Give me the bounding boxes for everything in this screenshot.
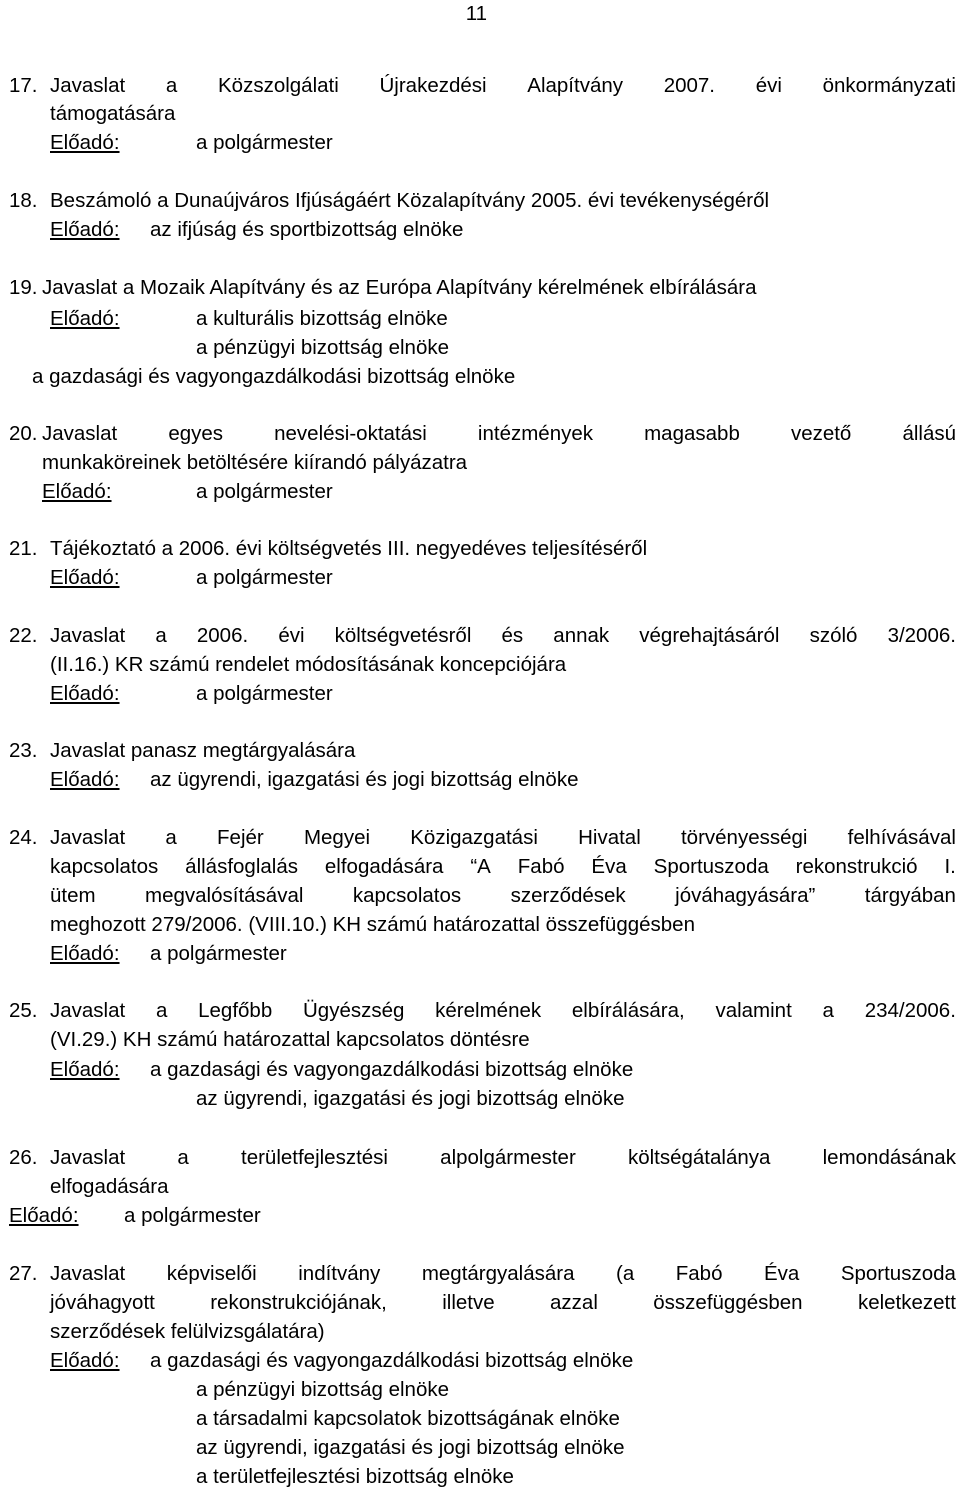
agenda-item-text-line: Beszámoló a Dunaújváros Ifjúságáért Közalapítvány 2005. évi tevékenységéről (50, 189, 770, 212)
presenter-name: az ügyrendi, igazgatási és jogi bizottság elnöke (196, 1087, 625, 1110)
page-number: 11 (465, 2, 487, 25)
word: a (165, 826, 177, 849)
word: kérelmének (435, 999, 542, 1022)
word: elfogadására (324, 855, 444, 878)
agenda-item-text-line (50, 74, 956, 98)
word: Éva (763, 1262, 800, 1285)
presenter-name: a polgármester (196, 566, 333, 589)
word: Közszolgálati (218, 74, 339, 97)
word: Alapítvány (527, 74, 624, 97)
presenter-name: az ügyrendi, igazgatási és jogi bizottság elnöke (196, 1436, 625, 1459)
agenda-item-text-line: (VI.29.) KH számú határozattal kapcsolatos döntésre (50, 1028, 530, 1051)
presenter-name: a pénzügyi bizottság elnöke (196, 336, 450, 359)
agenda-item-number: 21. (9, 537, 38, 560)
word: Fabó (517, 855, 565, 878)
agenda-item-number: 22. (9, 624, 38, 647)
word: Közigazgatási (410, 826, 538, 849)
agenda-item-text-line: elfogadására (50, 1175, 169, 1198)
word: (a (616, 1262, 635, 1285)
word: indítvány (298, 1262, 381, 1285)
word: vezető (790, 422, 852, 445)
word: valamint (715, 999, 792, 1022)
word: a (155, 999, 168, 1022)
presenter-name: az ügyrendi, igazgatási és jogi bizottság elnöke (150, 768, 579, 791)
agenda-item-text-line: Javaslat a Mozaik Alapítvány és az Európa Alapítvány kérelmének elbírálására (42, 276, 757, 299)
agenda-item-text-line (50, 884, 956, 908)
agenda-item-number: 19. (9, 276, 38, 299)
agenda-item-text-line (50, 1146, 956, 1170)
agenda-item-number: 23. (9, 739, 38, 762)
word: Fejér (217, 826, 264, 849)
word: Javaslat (50, 74, 126, 97)
presenter-name: a polgármester (196, 131, 333, 154)
presenter-name: a polgármester (196, 480, 333, 503)
word: ütem (50, 884, 96, 907)
agenda-item-number: 25. (9, 999, 38, 1022)
word: intézmények (477, 422, 594, 445)
agenda-item-number: 27. (9, 1262, 38, 1285)
word: elbírálására, (571, 999, 685, 1022)
presenter-label: Előadó: (50, 1349, 120, 1372)
word: nevelési-oktatási (274, 422, 427, 445)
word: Javaslat (50, 999, 126, 1022)
word: Újrakezdési (379, 74, 487, 97)
agenda-item-text-line (50, 1262, 956, 1286)
word: jóváhagyására” (675, 884, 816, 907)
word: Hivatal (578, 826, 641, 849)
word: jóváhagyott (50, 1291, 155, 1314)
agenda-item-text-line (50, 624, 956, 648)
presenter-name: az ifjúság és sportbizottság elnöke (150, 218, 464, 241)
word: Ügyészség (302, 999, 405, 1022)
agenda-item-text-line (50, 855, 956, 879)
word: I. (944, 855, 956, 878)
word: képviselői (166, 1262, 257, 1285)
word: végrehajtásáról (639, 624, 780, 647)
word: alpolgármester (440, 1146, 576, 1169)
word: Sportuszoda (840, 1262, 956, 1285)
word: magasabb (644, 422, 740, 445)
presenter-name: a polgármester (150, 942, 287, 965)
agenda-item-text-line: támogatására (50, 102, 176, 125)
word: lemondásának (822, 1146, 956, 1169)
presenter-label: Előadó: (50, 682, 120, 705)
word: Sportuszoda (653, 855, 769, 878)
presenter-name: a gazdasági és vagyongazdálkodási bizottság elnöke (150, 1058, 634, 1081)
word: Fabó (675, 1262, 723, 1285)
word: összefüggésben (653, 1291, 803, 1314)
presenter-name: a területfejlesztési bizottság elnöke (196, 1465, 514, 1488)
agenda-item-text-line (50, 1291, 956, 1315)
word: Javaslat (42, 422, 118, 445)
word: a (822, 999, 834, 1022)
word: Megyei (303, 826, 371, 849)
word: Javaslat (50, 624, 126, 647)
agenda-item-number: 26. (9, 1146, 38, 1169)
word: és (501, 624, 524, 647)
word: évi (278, 624, 305, 647)
word: keletkezett (857, 1291, 956, 1314)
presenter-label: Előadó: (50, 942, 120, 965)
word: a (165, 74, 178, 97)
word: 3/2006. (887, 624, 956, 647)
word: Javaslat (50, 1262, 126, 1285)
agenda-item-text-line (50, 999, 956, 1023)
agenda-item-number: 24. (9, 826, 38, 849)
agenda-item-number: 17. (9, 74, 38, 97)
agenda-item-number: 18. (9, 189, 38, 212)
word: Javaslat (50, 826, 126, 849)
agenda-item-text-line: munkaköreinek betöltésére kiírandó pályázatra (42, 451, 468, 474)
agenda-item-text-line (42, 422, 956, 446)
word: illetve (442, 1291, 495, 1314)
agenda-item-text-line (50, 826, 956, 850)
presenter-name: a polgármester (124, 1204, 261, 1227)
word: költségvetésről (334, 624, 472, 647)
word: a (155, 624, 167, 647)
presenter-label: Előadó: (50, 1058, 120, 1081)
agenda-item-number: 20. (9, 422, 38, 445)
word: kapcsolatos (352, 884, 462, 907)
presenter-name: a kulturális bizottság elnöke (196, 307, 448, 330)
presenter-name: a polgármester (196, 682, 333, 705)
word: megtárgyalására (421, 1262, 575, 1285)
word: állásfoglalás (185, 855, 298, 878)
agenda-item-text-line: Tájékoztató a 2006. évi költségvetés III. negyedéves teljesítéséről (50, 537, 648, 560)
presenter-name: a gazdasági és vagyongazdálkodási bizottság elnöke (32, 365, 516, 388)
presenter-label: Előadó: (42, 480, 112, 503)
word: évi (755, 74, 782, 97)
agenda-item-text-line: szerződések felülvizsgálatára) (50, 1320, 325, 1343)
agenda-item-text-line: (II.16.) KR számú rendelet módosításának koncepciójára (50, 653, 567, 676)
word: szóló (809, 624, 858, 647)
word: “A (470, 855, 491, 878)
word: állású (902, 422, 956, 445)
word: a (177, 1146, 189, 1169)
word: költségátalánya (627, 1146, 771, 1169)
word: azzal (550, 1291, 598, 1314)
word: 2007. (663, 74, 716, 97)
word: 234/2006. (864, 999, 956, 1022)
word: területfejlesztési (241, 1146, 388, 1169)
presenter-label: Előadó: (50, 131, 120, 154)
presenter-label: Előadó: (50, 307, 120, 330)
presenter-name: a társadalmi kapcsolatok bizottságának elnöke (196, 1407, 620, 1430)
agenda-item-text-line: Javaslat panasz megtárgyalására (50, 739, 356, 762)
word: 2006. (196, 624, 249, 647)
word: megvalósításával (145, 884, 304, 907)
word: önkormányzati (822, 74, 956, 97)
word: Éva (591, 855, 627, 878)
presenter-name: a gazdasági és vagyongazdálkodási bizottság elnöke (150, 1349, 634, 1372)
presenter-label: Előadó: (50, 218, 120, 241)
word: rekonstrukciójának, (210, 1291, 387, 1314)
word: felhívásával (847, 826, 956, 849)
word: tárgyában (864, 884, 956, 907)
presenter-label: Előadó: (50, 566, 120, 589)
word: egyes (168, 422, 224, 445)
presenter-name: a pénzügyi bizottság elnöke (196, 1378, 450, 1401)
agenda-item-text-line: meghozott 279/2006. (VIII.10.) KH számú határozattal összefüggésben (50, 913, 695, 936)
word: szerződések (510, 884, 626, 907)
presenter-label: Előadó: (9, 1204, 79, 1227)
presenter-label: Előadó: (50, 768, 120, 791)
word: kapcsolatos (50, 855, 159, 878)
word: Legfőbb (198, 999, 273, 1022)
word: annak (553, 624, 610, 647)
word: Javaslat (50, 1146, 126, 1169)
word: törvényességi (680, 826, 808, 849)
word: rekonstrukció (795, 855, 918, 878)
